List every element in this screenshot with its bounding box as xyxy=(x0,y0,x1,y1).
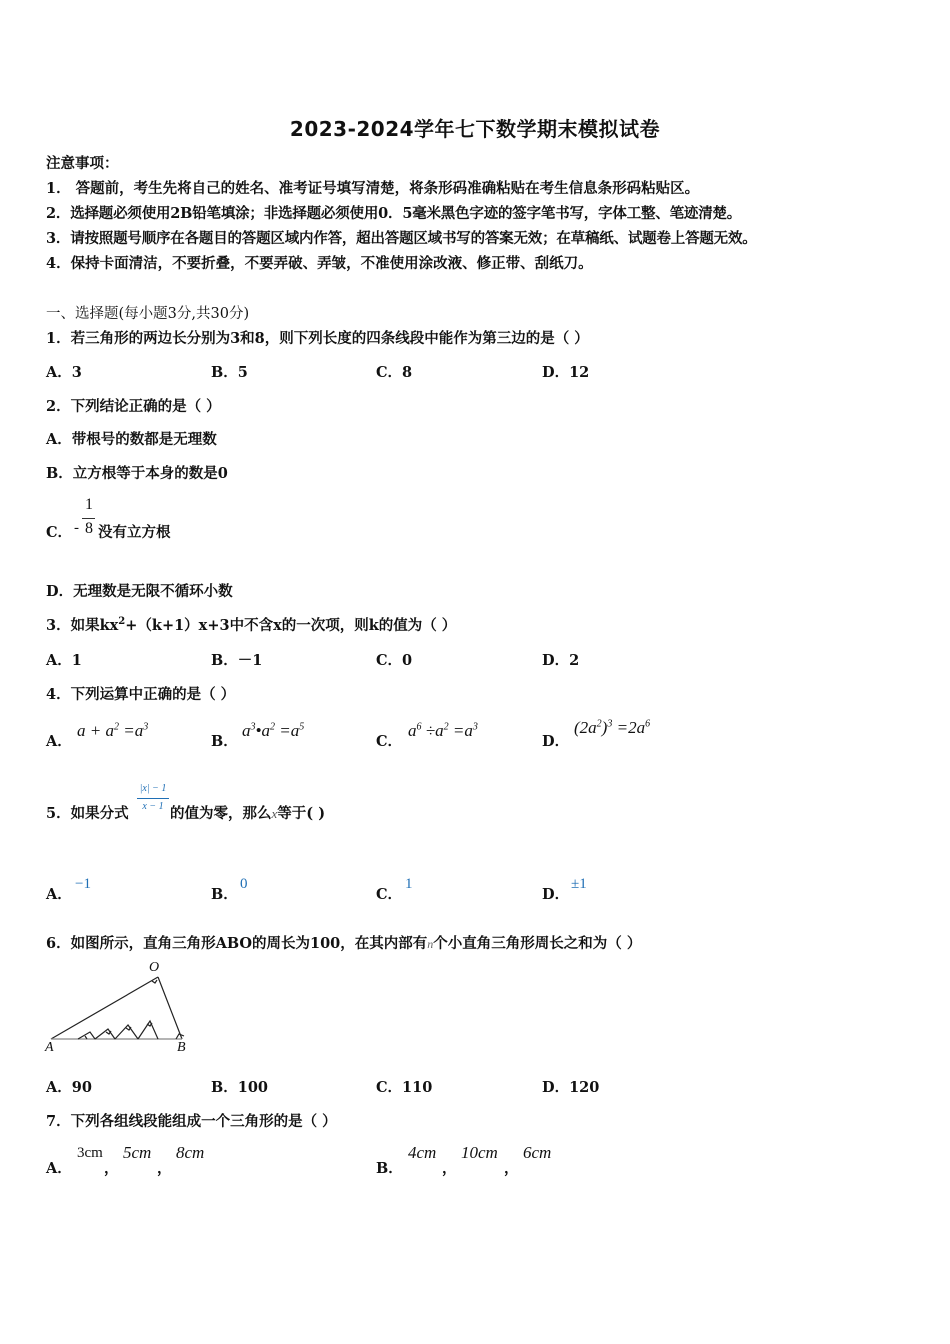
q3-option-d: D．2 xyxy=(542,652,580,669)
q6-label-b: B xyxy=(177,1040,186,1055)
q5-option-d-label: D． xyxy=(542,886,570,903)
q4-option-b-formula: $a^3•a^2 =a^5$ xyxy=(242,721,305,740)
q3-option-b: B．－1 xyxy=(211,652,263,669)
notice-heading: 注意事项： xyxy=(46,155,119,172)
q4-option-b-label: B． xyxy=(211,733,238,750)
q5-fraction-numerator: |x| − 1 xyxy=(139,783,167,794)
q7-option-a-sep-1: ， xyxy=(104,1160,119,1177)
q5-option-a-value: −1 xyxy=(75,876,91,892)
q6-option-c: C．110 xyxy=(376,1079,433,1096)
q7-option-b-sep-2: ， xyxy=(504,1160,519,1177)
q4-option-d-label: D． xyxy=(542,733,570,750)
q5-fraction-denominator: x − 1 xyxy=(142,801,164,812)
notice-item-4: 4．保持卡面清洁，不要折叠，不要弄破、弄皱，不准使用涂改液、修正带、刮纸刀。 xyxy=(46,255,593,272)
q7-option-a-value-3: 8cm xyxy=(176,1143,205,1162)
q3-stem-pre: 3．如果kx xyxy=(46,617,119,634)
q6-stem-post: 个小直角三角形周长之和为（ ） xyxy=(433,935,642,952)
q5-option-b-value: 0 xyxy=(240,876,248,892)
q1-option-b: B．5 xyxy=(211,364,248,381)
q7-option-b-value-2: 10cm xyxy=(461,1143,498,1162)
q4-stem: 4．下列运算中正确的是（ ） xyxy=(46,686,236,703)
q1-option-a: A．3 xyxy=(46,364,82,381)
q6-triangle-figure xyxy=(40,960,200,1060)
q1-stem: 1．若三角形的两边长分别为3和8，则下列长度的四条线段中能作为第三边的是（ ） xyxy=(46,330,589,347)
page-title: 2023-2024学年七下数学期末模拟试卷 xyxy=(289,117,661,141)
q6-variable: n xyxy=(427,937,434,951)
q5-fraction-bar xyxy=(137,798,169,799)
q3-option-c: C．0 xyxy=(376,652,413,669)
q7-stem: 7．下列各组线段能组成一个三角形的是（ ） xyxy=(46,1113,337,1130)
q2-option-c-fraction-bar xyxy=(82,518,95,519)
q5-stem-mid xyxy=(170,802,325,823)
q1-option-c: C．8 xyxy=(376,364,413,381)
q4-option-c-formula: $a^6 \div a^2 =a^3$ xyxy=(408,721,478,740)
q5-option-c-value: 1 xyxy=(405,876,413,892)
q5-stem-pre: 5．如果分式 xyxy=(46,805,129,822)
q7-option-b-value-1: 4cm xyxy=(408,1143,437,1162)
notice-item-2: 2．选择题必须使用2B铅笔填涂；非选择题必须使用0．5毫米黑色字迹的签字笔书写，字体工整、笔迹清楚。 xyxy=(46,205,742,222)
q6-option-a: A．90 xyxy=(46,1079,92,1096)
q2-option-c-numerator: 1 xyxy=(85,496,93,513)
q5-stem-mid-text: 的值为零，那么 xyxy=(170,805,272,822)
q4-option-d-formula: $(2a^2)^3 =2a^6$ xyxy=(574,718,651,737)
q5-option-a-label: A． xyxy=(46,886,72,903)
q2-option-c-text: 没有立方根 xyxy=(98,524,171,541)
q5-stem-post: 等于( ) xyxy=(277,805,326,822)
q1-option-d: D．12 xyxy=(542,364,590,381)
q7-option-a-sep-2: ， xyxy=(157,1160,172,1177)
q6-label-o: O xyxy=(149,960,160,975)
q7-option-a-value-2: 5cm xyxy=(123,1143,152,1162)
q6-option-b: B．100 xyxy=(211,1079,269,1096)
q5-variable: x xyxy=(271,806,278,821)
q7-option-b-label: B． xyxy=(376,1160,403,1177)
q2-stem: 2．下列结论正确的是（ ） xyxy=(46,398,221,415)
q7-option-b-value-3: 6cm xyxy=(523,1143,552,1162)
q4-option-c-label: C． xyxy=(376,733,403,750)
q6-label-a: A xyxy=(45,1040,54,1055)
q7-option-a-label: A． xyxy=(46,1160,72,1177)
notice-item-3: 3．请按照题号顺序在各题目的答题区域内作答，超出答题区域书写的答案无效；在草稿纸、试题卷上答题无效。 xyxy=(46,230,757,247)
q7-option-a-value-1: 3cm xyxy=(77,1145,103,1161)
q7-option-b-sep-1: ， xyxy=(442,1160,457,1177)
q3-stem xyxy=(46,614,456,635)
q6-option-d: D．120 xyxy=(542,1079,600,1096)
q4-option-a-label: A． xyxy=(46,733,72,750)
q5-option-b-label: B． xyxy=(211,886,238,903)
q2-option-c-label: C． xyxy=(46,524,73,541)
q6-stem-pre: 6．如图所示，直角三角形ABO的周长为100，在其内部有 xyxy=(46,935,428,952)
section-heading: 一、选择题(每小题3分,共30分) xyxy=(46,306,250,322)
q2-option-b: B．立方根等于本身的数是0 xyxy=(46,465,228,482)
q3-stem-exponent: 2 xyxy=(118,616,126,628)
notice-item-1: 1． 答题前，考生先将自己的姓名、准考证号填写清楚，将条形码准确粘贴在考生信息条形码粘贴区。 xyxy=(46,180,700,197)
q5-option-d-value: ±1 xyxy=(571,876,587,892)
q2-option-a: A．带根号的数都是无理数 xyxy=(46,431,217,448)
q4-option-a-formula: $a + a^2 =a^3$ xyxy=(77,721,149,740)
q2-option-c-denominator: 8 xyxy=(85,520,93,537)
q2-option-d: D．无理数是无限不循环小数 xyxy=(46,583,233,600)
q3-stem-post: +（k+1）x+3中不含x的一次项，则k的值为（ ） xyxy=(125,617,457,634)
q3-option-a: A．1 xyxy=(46,652,82,669)
q5-option-c-label: C． xyxy=(376,886,403,903)
q6-stem xyxy=(46,932,641,953)
q2-option-c-minus: - xyxy=(74,520,79,536)
